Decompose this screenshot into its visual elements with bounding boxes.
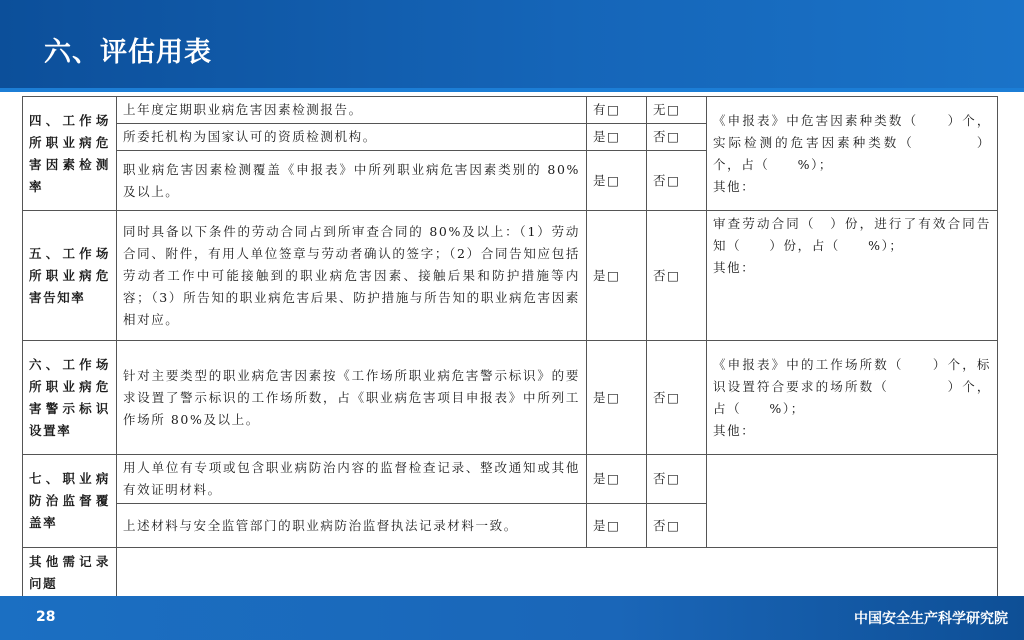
no-checkbox[interactable]: 否□ (647, 455, 707, 504)
title-bar (0, 0, 1024, 88)
criterion-cell: 职业病危害因素检测覆盖《申报表》中所列职业病危害因素类别的 80%及以上。 (117, 151, 587, 211)
category-cell: 六、工作场所职业病危害警示标识设置率 (23, 341, 117, 455)
note-line: 审查劳动合同（ ）份，进行了有效合同告知（ ）份，占（ %）； (713, 216, 991, 253)
footer-bar (0, 596, 1024, 640)
note-cell (707, 341, 998, 455)
note-line: 《申报表》中危害因素种类数（ ）个，实际检测的危害因素种类数（ ）个，占（ %）； (713, 112, 991, 172)
category-cell: 七、职业病防治监督覆盖率 (23, 455, 117, 548)
no-checkbox[interactable]: 否□ (647, 341, 707, 455)
no-checkbox[interactable]: 否□ (647, 504, 707, 548)
table-row (23, 97, 998, 124)
page-title: 六、评估用表 (44, 37, 212, 68)
criterion-cell: 所委托机构为国家认可的资质检测机构。 (117, 124, 587, 151)
yes-checkbox[interactable]: 是□ (587, 341, 647, 455)
note-line: 《申报表》中的工作场所数（ ）个，标识设置符合要求的场所数（ ）个，占（ %）； (713, 356, 991, 416)
yes-checkbox[interactable]: 是□ (587, 124, 647, 151)
no-checkbox[interactable]: 否□ (647, 211, 707, 341)
organization-name: 中国安全生产科学研究院 (854, 611, 1008, 627)
note-other: 其他： (713, 422, 756, 438)
table-row (23, 211, 998, 341)
category-cell: 四、工作场所职业病危害因素检测率 (23, 97, 117, 211)
yes-checkbox[interactable]: 是□ (587, 151, 647, 211)
category-cell: 五、工作场所职业病危害告知率 (23, 211, 117, 341)
yes-checkbox[interactable]: 有□ (587, 97, 647, 124)
no-checkbox[interactable]: 否□ (647, 124, 707, 151)
note-other: 其他： (713, 178, 756, 194)
criterion-cell: 同时具备以下条件的劳动合同占到所审查合同的 80%及以上：（1）劳动合同、附件，有用人单位签章与劳动者确认的签字；（2）合同告知应包括劳动者工作中可能接触到的职业病危害因素、接触后果和防护措施等内容；（3）所告知的职业病危害后果、防护措施与所告知的职业病危害因素相对应。 (117, 211, 587, 341)
table-row (23, 455, 998, 504)
evaluation-table (22, 96, 998, 598)
note-cell (707, 455, 998, 548)
criterion-cell: 上述材料与安全监管部门的职业病防治监督执法记录材料一致。 (117, 504, 587, 548)
yes-checkbox[interactable]: 是□ (587, 455, 647, 504)
note-cell (707, 97, 998, 211)
page-number: 28 (36, 609, 56, 625)
table-row (23, 341, 998, 455)
yes-checkbox[interactable]: 是□ (587, 504, 647, 548)
criterion-cell: 上年度定期职业病危害因素检测报告。 (117, 97, 587, 124)
yes-checkbox[interactable]: 是□ (587, 211, 647, 341)
criterion-cell: 用人单位有专项或包含职业病防治内容的监督检查记录、整改通知或其他有效证明材料。 (117, 455, 587, 504)
no-checkbox[interactable]: 无□ (647, 97, 707, 124)
note-cell (707, 211, 998, 341)
other-notes-cell[interactable] (117, 548, 998, 598)
criterion-cell: 针对主要类型的职业病危害因素按《工作场所职业病危害警示标识》的要求设置了警示标识的工作场所数，占《职业病危害项目申报表》中所列工作场所 80%及以上。 (117, 341, 587, 455)
title-bar-accent (0, 88, 1024, 92)
category-cell: 其他需记录问题 (23, 548, 117, 598)
table-row (23, 548, 998, 598)
no-checkbox[interactable]: 否□ (647, 151, 707, 211)
note-other: 其他： (713, 260, 756, 275)
